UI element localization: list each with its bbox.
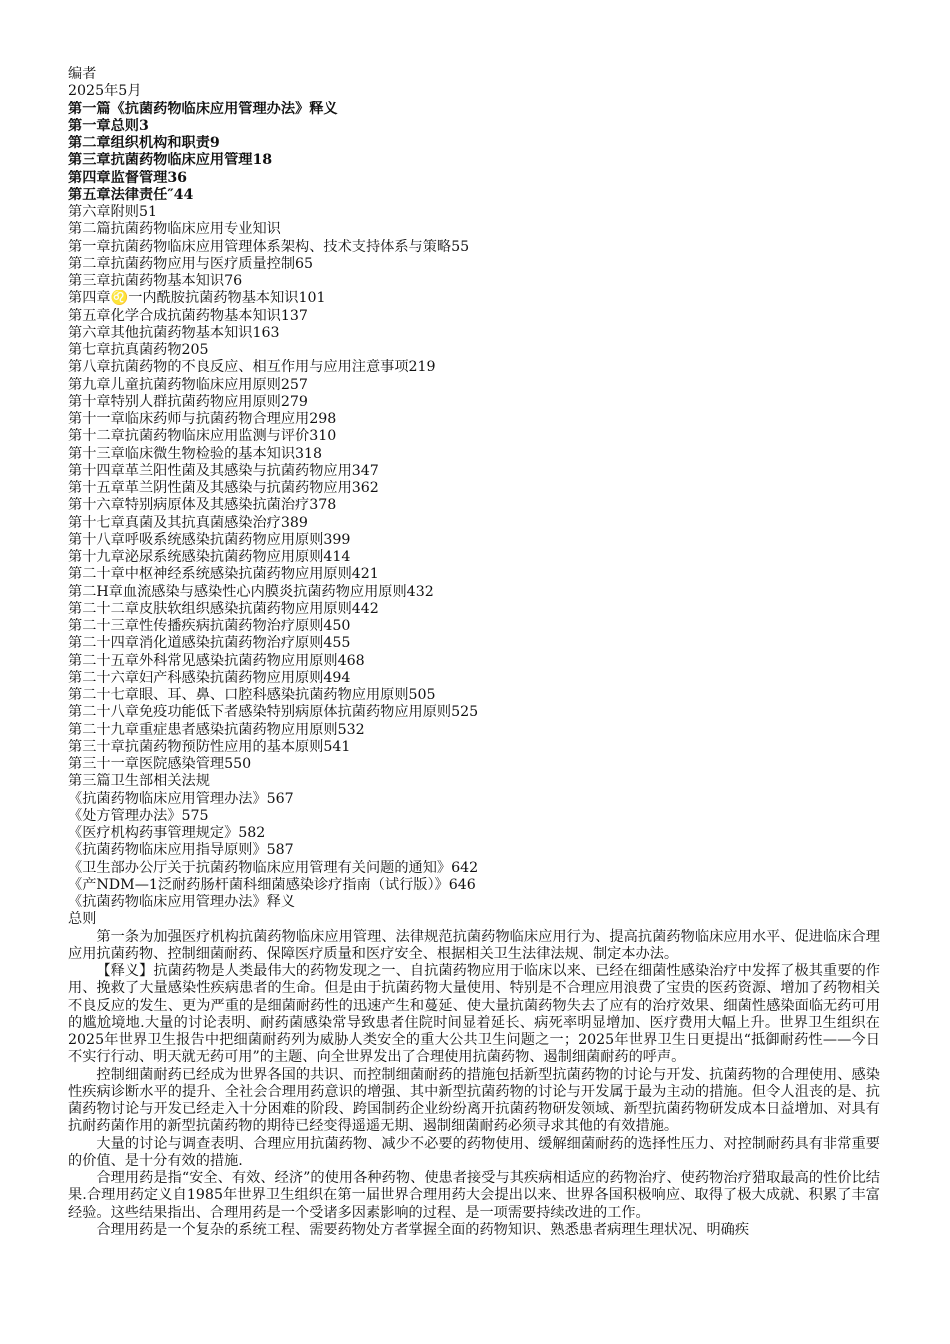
toc-entry: 《医疗机构药事管理规定》582 bbox=[68, 825, 266, 841]
toc-entry: 第三十章抗菌药物预防性应用的基本原则541 bbox=[68, 738, 351, 755]
toc-entry: 第二篇抗菌药物临床应用专业知识 bbox=[68, 221, 281, 238]
toc-entry: 第一篇《抗菌药物临床应用管理办法》释义 bbox=[68, 100, 338, 117]
interpretation-paragraph: 【释义】抗菌药物是人类最伟大的药物发现之一、自抗菌药物应用于临床以来、已经在细菌性感染治疗中发挥了极其重要的作用、挽救了大量感染性疾病患者的生命。但是由于抗菌药物大量使用、特别是不合理应用浪费了宝贵的医药资源、增加了药物相关不良反应的发生、更为严重的是细菌耐药性的迅速产生和蔓延、使大量抗菌药物失去了应有的治疗效果、细菌性感染面临无药可用的尴尬境地.大量的讨论表明、耐药菌感染常导致患者住院时间显着延长、病死率明显增加、医疗费用大幅上升。世界卫生组织在2025年世界卫生报告中把细菌耐药列为威胁人类安全的重大公共卫生问题之一；2025年世界卫生日更提出“抵御耐药性——今日不实行行动、明天就无药可用”的主题、向全世界发出了合理使用抗菌药物、遏制细菌耐药的呼声。 bbox=[68, 963, 880, 1066]
toc-entry: 第二十七章眼、耳、鼻、口腔科感染抗菌药物应用原则505 bbox=[68, 687, 436, 703]
toc-entry: 第六章附则51 bbox=[68, 204, 157, 220]
toc-entry: 总则 bbox=[68, 911, 97, 928]
toc-entry: 第十九章泌尿系统感染抗菌药物应用原则414 bbox=[68, 549, 351, 565]
editor-label: 编者 bbox=[68, 66, 97, 82]
publication-date: 2025年5月 bbox=[68, 83, 142, 100]
table-of-contents bbox=[68, 204, 880, 929]
toc-entry: 第二十二章皮肤软组织感染抗菌药物应用原则442 bbox=[68, 600, 379, 617]
toc-entry: 第十五章革兰阴性菌及其感染与抗菌药物应用362 bbox=[68, 480, 379, 496]
toc-bold-section bbox=[68, 101, 880, 205]
toc-entry: 第二十九章重症患者感染抗菌药物应用原则532 bbox=[68, 721, 365, 738]
toc-entry: 第十八章呼吸系统感染抗菌药物应用原则399 bbox=[68, 531, 351, 548]
toc-entry: 第四章监督管理36 bbox=[68, 169, 188, 186]
toc-entry: 第十四章革兰阳性菌及其感染与抗菌药物应用347 bbox=[68, 462, 379, 479]
toc-entry: 第二十章中枢神经系统感染抗菌药物应用原则421 bbox=[68, 566, 379, 583]
toc-entry: 第三章抗菌药物临床应用管理18 bbox=[68, 152, 273, 169]
toc-entry: 第七章抗真菌药物205 bbox=[68, 342, 209, 358]
toc-entry: 第二十八章免疫功能低下者感染特别病原体抗菌药物应用原则525 bbox=[68, 704, 479, 721]
toc-entry: 第十章特别人群抗菌药物应用原则279 bbox=[68, 393, 308, 410]
toc-entry: 第三篇卫生部相关法规 bbox=[68, 773, 210, 790]
toc-entry: 《抗菌药物临床应用管理办法》567 bbox=[68, 790, 294, 807]
toc-entry: 第二十四章消化道感染抗菌药物治疗原则455 bbox=[68, 635, 351, 652]
toc-entry: 第二十五章外科常见感染抗菌药物应用原则468 bbox=[68, 652, 365, 669]
toc-entry: 第三章抗菌药物基本知识76 bbox=[68, 273, 243, 289]
body-paragraph: 合理用药是一个复杂的系统工程、需要药物处方者掌握全面的药物知识、熟悉患者病理生理状况、明确疾 bbox=[96, 1221, 750, 1238]
toc-entry: 第一章抗菌药物临床应用管理体系架构、技术支持体系与策略55 bbox=[68, 238, 470, 255]
body-paragraph: 合理用药是指“安全、有效、经济”的使用各种药物、使患者接受与其疾病相适应的药物治疗、使药物治疗猎取最高的性价比结果.合理用药定义自1985年世界卫生组织在第一届世界合理用药大会提出以来、世界各国积极响应、取得了极大成就、积累了丰富经验。这些结果指出、合理用药是一个受诸多因素影响的过程、是一项需要持续改进的工作。 bbox=[68, 1170, 880, 1221]
toc-entry: 第三十一章医院感染管理550 bbox=[68, 756, 252, 772]
toc-entry: 第二十六章妇产科感染抗菌药物应用原则494 bbox=[68, 669, 351, 686]
toc-entry: 第一章总则3 bbox=[68, 117, 149, 134]
toc-entry: 《抗菌药物临床应用指导原则》587 bbox=[68, 842, 294, 859]
toc-entry: 第五章法律责任″44 bbox=[68, 186, 194, 203]
toc-entry: 第十六章特别病原体及其感染抗菌治疗378 bbox=[68, 497, 337, 514]
toc-entry: 第二十三章性传播疾病抗菌药物治疗原则450 bbox=[68, 618, 351, 634]
toc-entry: 第十一章临床药师与抗菌药物合理应用298 bbox=[68, 411, 337, 427]
toc-entry: 《卫生部办公厅关于抗菌药物临床应用管理有关问题的通知》642 bbox=[68, 859, 479, 876]
toc-entry: 第八章抗菌药物的不良反应、相互作用与应用注意事项219 bbox=[68, 359, 436, 376]
toc-entry: 第十七章真菌及其抗真菌感染治疗389 bbox=[68, 514, 308, 531]
article-1: 第一条为加强医疗机构抗菌药物临床应用管理、法律规范抗菌药物临床应用行为、提高抗菌药物临床应用水平、促进临床合理应用抗菌药物、控制细菌耐药、保障医疗质量和医疗安全、根据相关卫生法律法规、制定本办法。 bbox=[68, 928, 880, 962]
body-paragraph: 控制细菌耐药已经成为世界各国的共识、而控制细菌耐药的措施包括新型抗菌药物的讨论与开发、抗菌药物的合理使用、感染性疾病诊断水平的提升、全社会合理用药意识的增强、其中新型抗菌药物的讨论与开发属于最为主动的措施。但令人沮丧的是、抗菌药物讨论与开发已经走入十分困难的阶段、跨国制药企业纷纷离开抗菌药物研发领域、新型抗菌药物研发成本日益增加、对具有抗耐药菌作用的新型抗菌药物的期待已经变得遥遥无期、遏制细菌耐药必须寻求其他的有效措施。 bbox=[68, 1066, 880, 1135]
toc-entry: 第二章抗菌药物应用与医疗质量控制65 bbox=[68, 255, 314, 272]
toc-entry: 第十二章抗菌药物临床应用监测与评价310 bbox=[68, 428, 337, 445]
toc-entry: 第十三章临床微生物检验的基本知识318 bbox=[68, 445, 323, 462]
toc-entry: 第六章其他抗菌药物基本知识163 bbox=[68, 324, 280, 341]
toc-entry: 《产NDM—1泛耐药肠杆菌科细菌感染诊疗指南（试行版）》646 bbox=[68, 876, 476, 893]
body-paragraph: 大量的讨论与调查表明、合理应用抗菌药物、减少不必要的药物使用、缓解细菌耐药的选择性压力、对控制耐药具有非常重要的价值、是十分有效的措施. bbox=[68, 1135, 880, 1169]
toc-entry: 第五章化学合成抗菌药物基本知识137 bbox=[68, 307, 308, 324]
toc-entry: 《处方管理办法》575 bbox=[68, 807, 209, 824]
toc-entry: 第四章♌一内酰胺抗菌药物基本知识101 bbox=[68, 290, 326, 307]
toc-entry: 第二章组织机构和职责9 bbox=[68, 135, 220, 151]
toc-entry: 第二H章血流感染与感染性心内膜炎抗菌药物应用原则432 bbox=[68, 583, 434, 600]
toc-entry: 《抗菌药物临床应用管理办法》释义 bbox=[68, 894, 296, 910]
toc-entry: 第九章儿童抗菌药物临床应用原则257 bbox=[68, 376, 308, 393]
